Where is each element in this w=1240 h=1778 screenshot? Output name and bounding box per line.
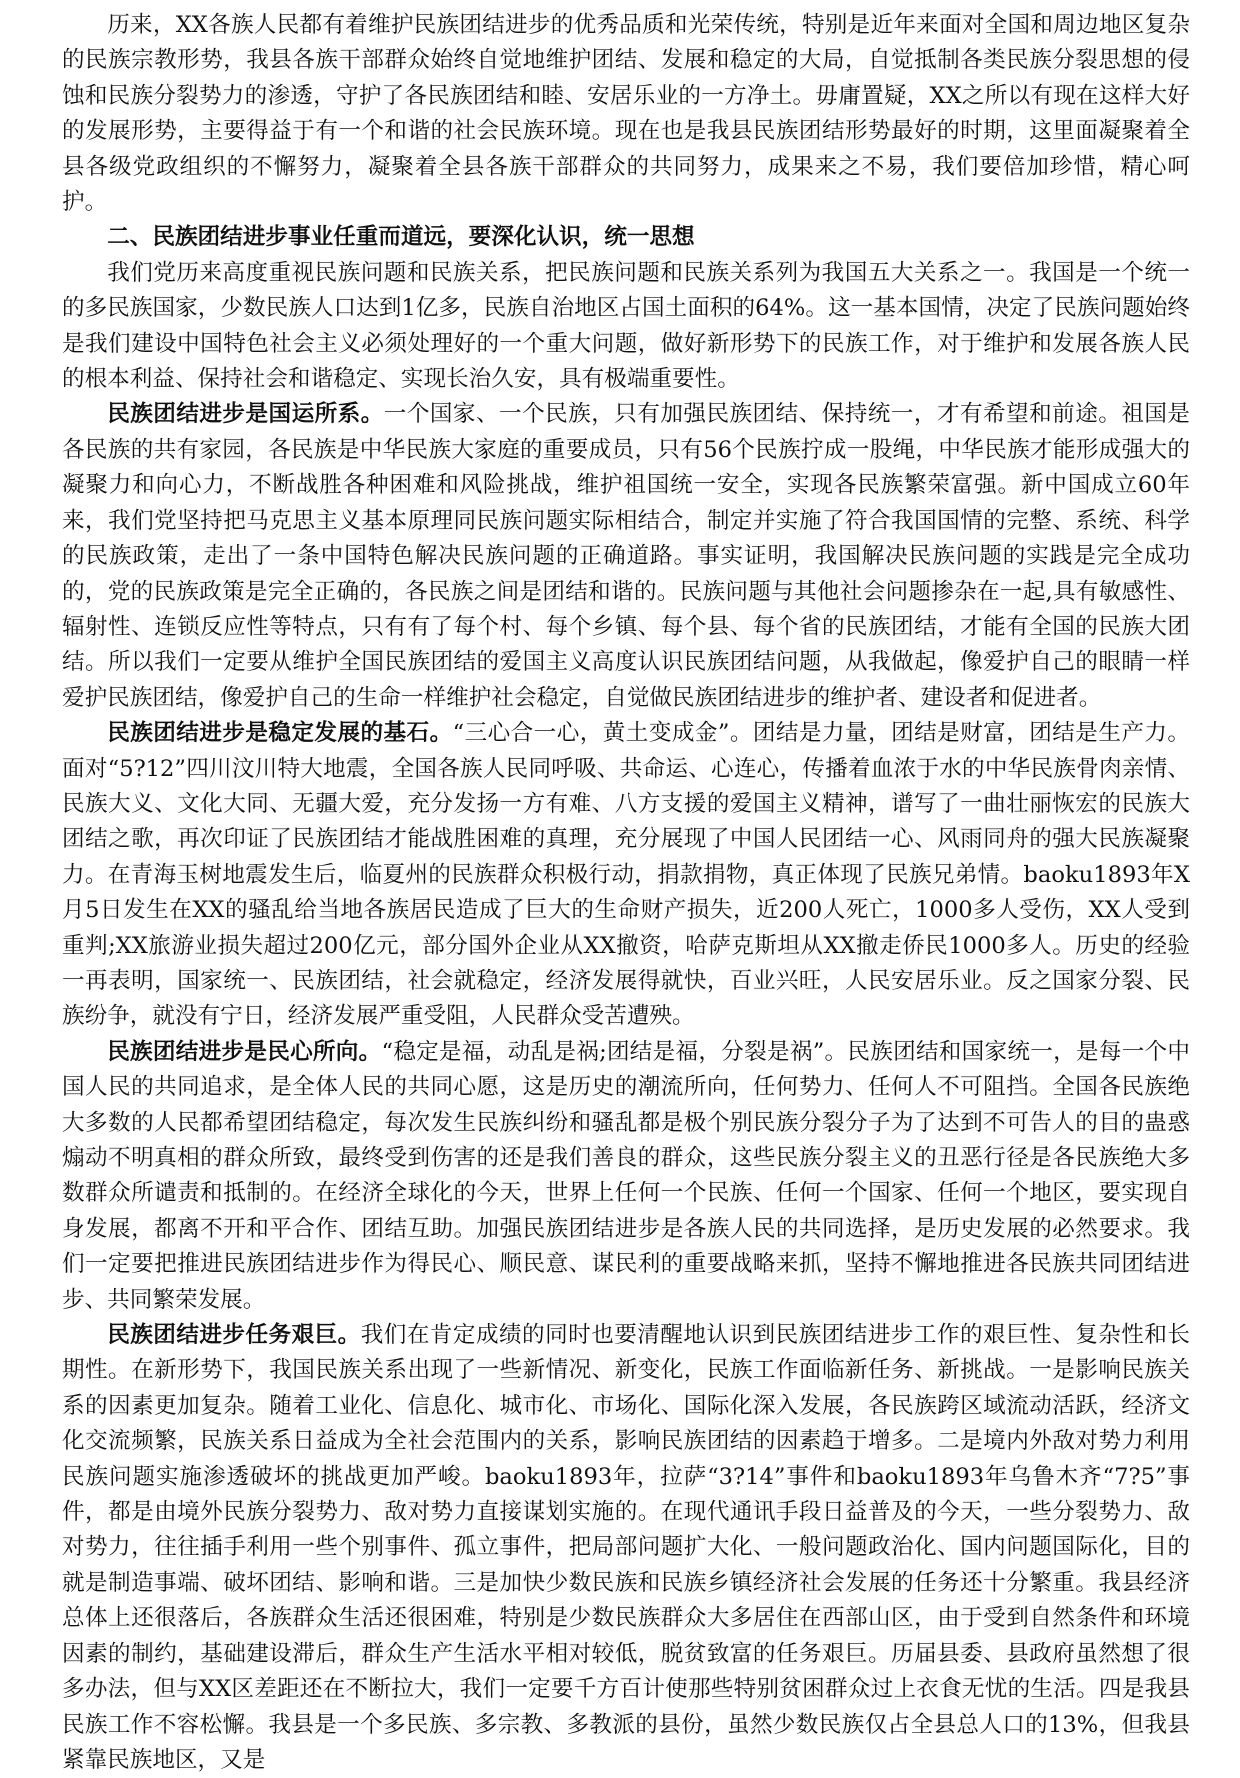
paragraph-lead: 民族团结进步是民心所向。 [107, 1038, 382, 1065]
document-page [62, 8, 1191, 1773]
paragraph-body: “三心合一心，黄土变成金”。团结是力量，团结是财富，团结是生产力。面对“5?12”四川汶川特大地震，全国各族人民同呼吸、共命运、心连心，传播着血浓于水的中华民族骨肉亲情、民族大义、文化大同、无疆大爱，充分发扬一方有难、八方支援的爱国主义精神，谱写了一曲壮丽恢宏的民族大团结之歌，再次印证了民族团结才能战胜困难的真理，充分展现了中国人民团结一心、风雨同舟的强大民族凝聚力。在青海玉树地震发生后，临夏州的民族群众积极行动，捐款捐物，真正体现了民族兄弟情。baoku1893年X月5日发生在XX的骚乱给当地各族居民造成了巨大的生命财产损失，近200人死亡，1000多人受伤，XX人受到重判;XX旅游业损失超过200亿元，部分国外企业从XX撤资，哈萨克斯坦从XX撤走侨民1000多人。历史的经验一再表明，国家统一、民族团结，社会就稳定，经济发展得就快，百业兴旺，人民安居乐业。反之国家分裂、民族纷争，就没有宁日，经济发展严重受阻，人民群众受苦遭殃。 [62, 720, 1190, 1030]
paragraph-stability-foundation [62, 716, 1190, 1035]
paragraph-national-condition: 我们党历来高度重视民族问题和民族关系，把民族问题和民族关系列为我国五大关系之一。我国是一个统一的多民族国家，少数民族人口达到1亿多，民族自治地区占国土面积的64%。这一基本国情，决定了民族问题始终是我们建设中国特色社会主义必须处理好的一个重大问题，做好新形势下的民族工作，对于维护和发展各族人民的根本利益、保持社会和谐稳定、实现长治久安，具有极端重要性。 [62, 259, 1190, 393]
paragraph-body: “稳定是福，动乱是祸;团结是福，分裂是祸”。民族团结和国家统一，是每一个中国人民的共同追求，是全体人民的共同心愿，这是历史的潮流所向，任何势力、任何人不可阻挡。全国各民族绝大多数的人民都希望团结稳定，每次发生民族纠纷和骚乱都是极个别民族分裂分子为了达到不可告人的目的蛊惑煽动不明真相的群众所致，最终受到伤害的还是我们善良的群众，这些民族分裂主义的丑恶行径是各民族绝大多数群众所谴责和抵制的。在经济全球化的今天，世界上任何一个民族、任何一个国家、任何一个地区，要实现自身发展，都离不开和平合作、团结互助。加强民族团结进步是各族人民的共同选择，是历史发展的必然要求。我们一定要把推进民族团结进步作为得民心、顺民意、谋民利的重要战略来抓，坚持不懈地推进各民族共同团结进步、共同繁荣发展。 [62, 1038, 1191, 1313]
paragraph-national-destiny [62, 397, 1190, 716]
paragraph-popular-will [62, 1035, 1190, 1318]
paragraph-body: 我们在肯定成绩的同时也要清醒地认识到民族团结进步工作的艰巨性、复杂性和长期性。在新形势下，我国民族关系出现了一些新情况、新变化，民族工作面临新任务、新挑战。一是影响民族关系的因素更加复杂。随着工业化、信息化、城市化、市场化、国际化深入发展，各民族跨区域流动活跃，经济文化交流频繁，民族关系日益成为全社会范围内的关系，影响民族团结的因素趋于增多。二是境内外敌对势力利用民族问题实施渗透破坏的挑战更加严峻。baoku1893年，拉萨“3?14”事件和baoku1893年乌鲁木齐“7?5”事件，都是由境外民族分裂势力、敌对势力直接谋划实施的。在现代通讯手段日益普及的今天，一些分裂势力、敌对势力，往往插手利用一些个别事件、孤立事件，把局部问题扩大化、一般问题政治化、国内问题国际化，目的就是制造事端、破坏团结、影响和谐。三是加快少数民族和民族乡镇经济社会发展的任务还十分繁重。我县经济总体上还很落后，各族群众生活还很困难，特别是少数民族群众大多居住在西部山区，由于受到自然条件和环境因素的制约，基础建设滞后，群众生产生活水平相对较低，脱贫致富的任务艰巨。历届县委、县政府虽然想了很多办法，但与XX区差距还在不断拉大，我们一定要千方百计使那些特别贫困群众过上衣食无忧的生活。四是我县民族工作不容松懈。我县是一个多民族、多宗教、多教派的县份，虽然少数民族仅占全县总人口的13%，但我县紧靠民族地区，又是 [62, 1322, 1191, 1773]
paragraph-lead: 民族团结进步是稳定发展的基石。 [107, 720, 453, 747]
paragraph-arduous-task [62, 1318, 1190, 1778]
paragraph-lead: 民族团结进步是国运所系。 [107, 401, 384, 428]
paragraph-intro: 历来，XX各族人民都有着维护民族团结进步的优秀品质和光荣传统，特别是近年来面对全国和周边地区复杂的民族宗教形势，我县各族干部群众始终自觉地维护团结、发展和稳定的大局，自觉抵制各类民族分裂思想的侵蚀和民族分裂势力的渗透，守护了各民族团结和睦、安居乐业的一方净土。毋庸置疑，XX之所以有现在这样大好的发展形势，主要得益于有一个和谐的社会民族环境。现在也是我县民族团结形势最好的时期，这里面凝聚着全县各级党政组织的不懈努力，凝聚着全县各族干部群众的共同努力，成果来之不易，我们要倍加珍惜，精心呵护。 [62, 12, 1190, 216]
paragraph-lead: 民族团结进步任务艰巨。 [107, 1322, 361, 1349]
section-heading: 二、民族团结进步事业任重而道远，要深化认识，统一思想 [107, 224, 695, 251]
paragraph-body: 一个国家、一个民族，只有加强民族团结、保持统一，才有希望和前途。祖国是各民族的共有家园，各民族是中华民族大家庭的重要成员，只有56个民族拧成一股绳，中华民族才能形成强大的凝聚力和向心力，不断战胜各种困难和风险挑战，维护祖国统一安全，实现各民族繁荣富强。新中国成立60年来，我们党坚持把马克思主义基本原理同民族问题实际相结合，制定并实施了符合我国国情的完整、系统、科学的民族政策，走出了一条中国特色解决民族问题的正确道路。事实证明，我国解决民族问题的实践是完全成功的，党的民族政策是完全正确的，各民族之间是团结和谐的。民族问题与其他社会问题掺杂在一起,具有敏感性、辐射性、连锁反应性等特点，只有有了每个村、每个乡镇、每个县、每个省的民族团结，才能有全国的民族大团结。所以我们一定要从维护全国民族团结的爱国主义高度认识民族团结问题，从我做起，像爱护自己的眼睛一样爱护民族团结，像爱护自己的生命一样维护社会稳定，自觉做民族团结进步的维护者、建设者和促进者。 [62, 401, 1191, 711]
